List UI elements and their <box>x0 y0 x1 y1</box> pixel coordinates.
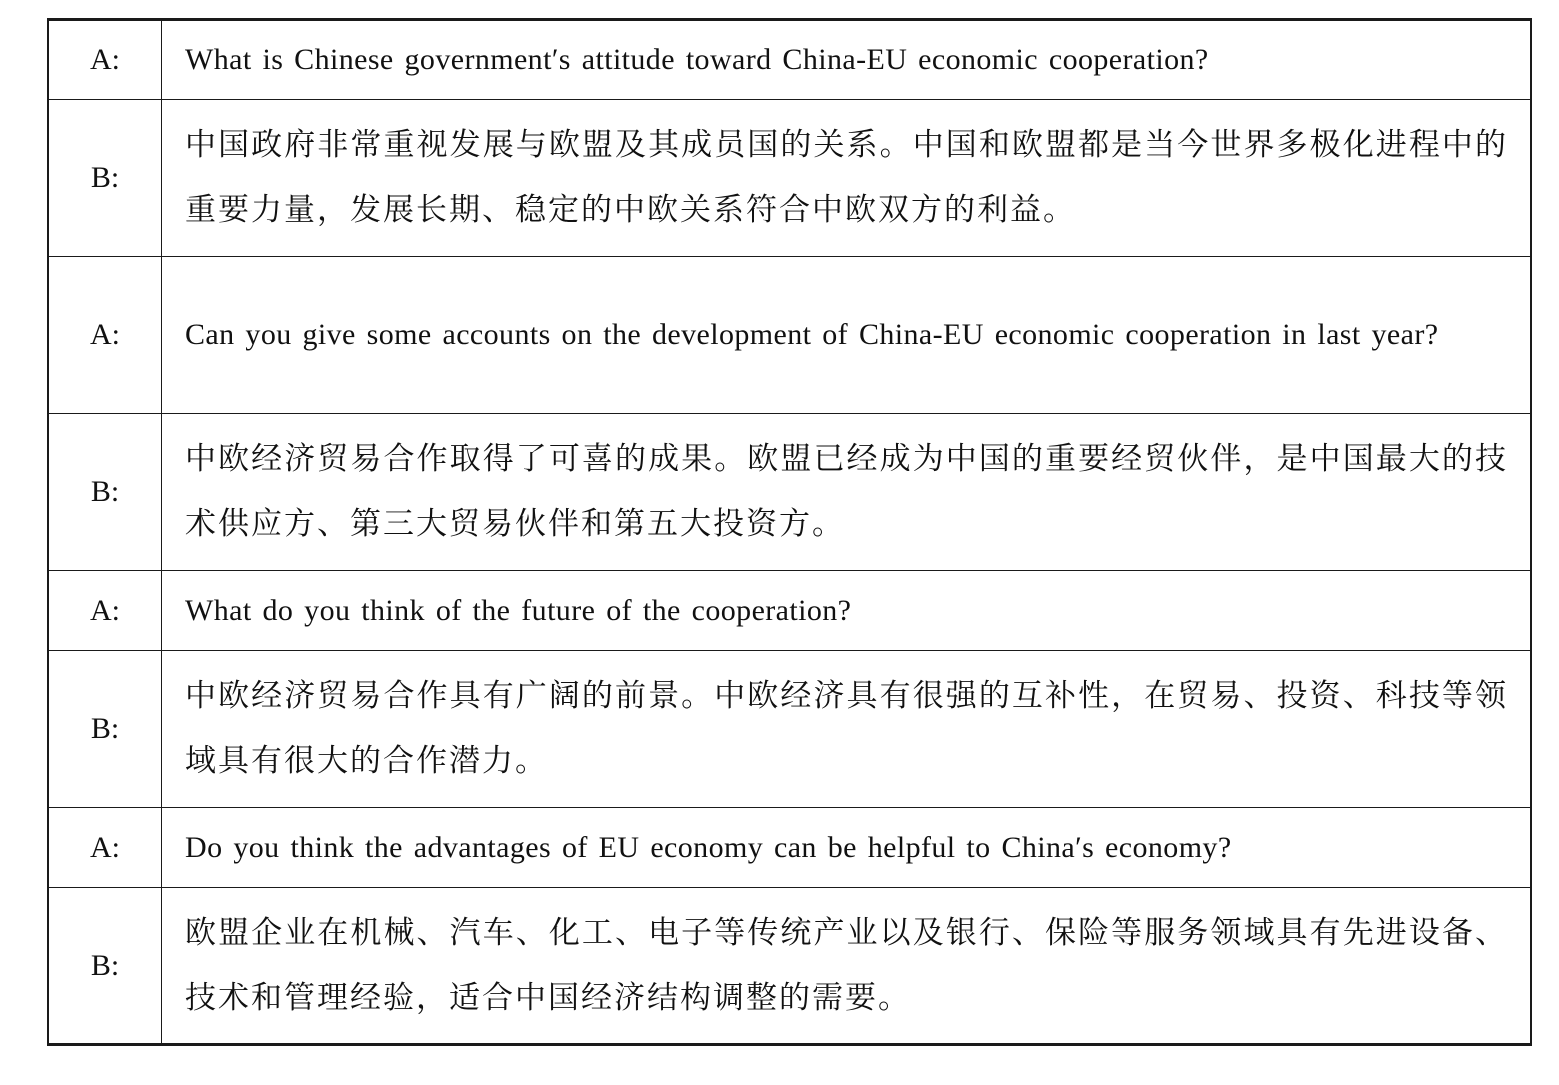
speaker-label: A: <box>48 808 162 888</box>
dialogue-table <box>47 18 1532 1046</box>
speaker-label: A: <box>48 571 162 651</box>
dialogue-text: 中欧经济贸易合作取得了可喜的成果。欧盟已经成为中国的重要经贸伙伴，是中国最大的技术供应方、第三大贸易伙伴和第五大投资方。 <box>162 414 1532 571</box>
speaker-label: B: <box>48 414 162 571</box>
dialogue-text: What do you think of the future of the cooperation? <box>162 571 1532 651</box>
dialogue-text: 中国政府非常重视发展与欧盟及其成员国的关系。中国和欧盟都是当今世界多极化进程中的重要力量，发展长期、稳定的中欧关系符合中欧双方的利益。 <box>162 100 1532 257</box>
dialogue-row <box>48 20 1531 100</box>
dialogue-row <box>48 257 1531 414</box>
speaker-label: B: <box>48 651 162 808</box>
dialogue-text: 中欧经济贸易合作具有广阔的前景。中欧经济具有很强的互补性，在贸易、投资、科技等领域具有很大的合作潜力。 <box>162 651 1532 808</box>
dialogue-row <box>48 808 1531 888</box>
dialogue-row <box>48 414 1531 571</box>
dialogue-text: 欧盟企业在机械、汽车、化工、电子等传统产业以及银行、保险等服务领域具有先进设备、技术和管理经验，适合中国经济结构调整的需要。 <box>162 888 1532 1045</box>
dialogue-row <box>48 888 1531 1045</box>
speaker-label: A: <box>48 257 162 414</box>
dialogue-text: Can you give some accounts on the development of China-EU economic cooperation in last year? <box>162 257 1532 414</box>
dialogue-text: Do you think the advantages of EU economy can be helpful to China′s economy? <box>162 808 1532 888</box>
speaker-label: A: <box>48 20 162 100</box>
speaker-label: B: <box>48 100 162 257</box>
dialogue-row <box>48 651 1531 808</box>
speaker-label: B: <box>48 888 162 1045</box>
dialogue-row <box>48 100 1531 257</box>
dialogue-row <box>48 571 1531 651</box>
dialogue-text: What is Chinese government′s attitude toward China-EU economic cooperation? <box>162 20 1532 100</box>
